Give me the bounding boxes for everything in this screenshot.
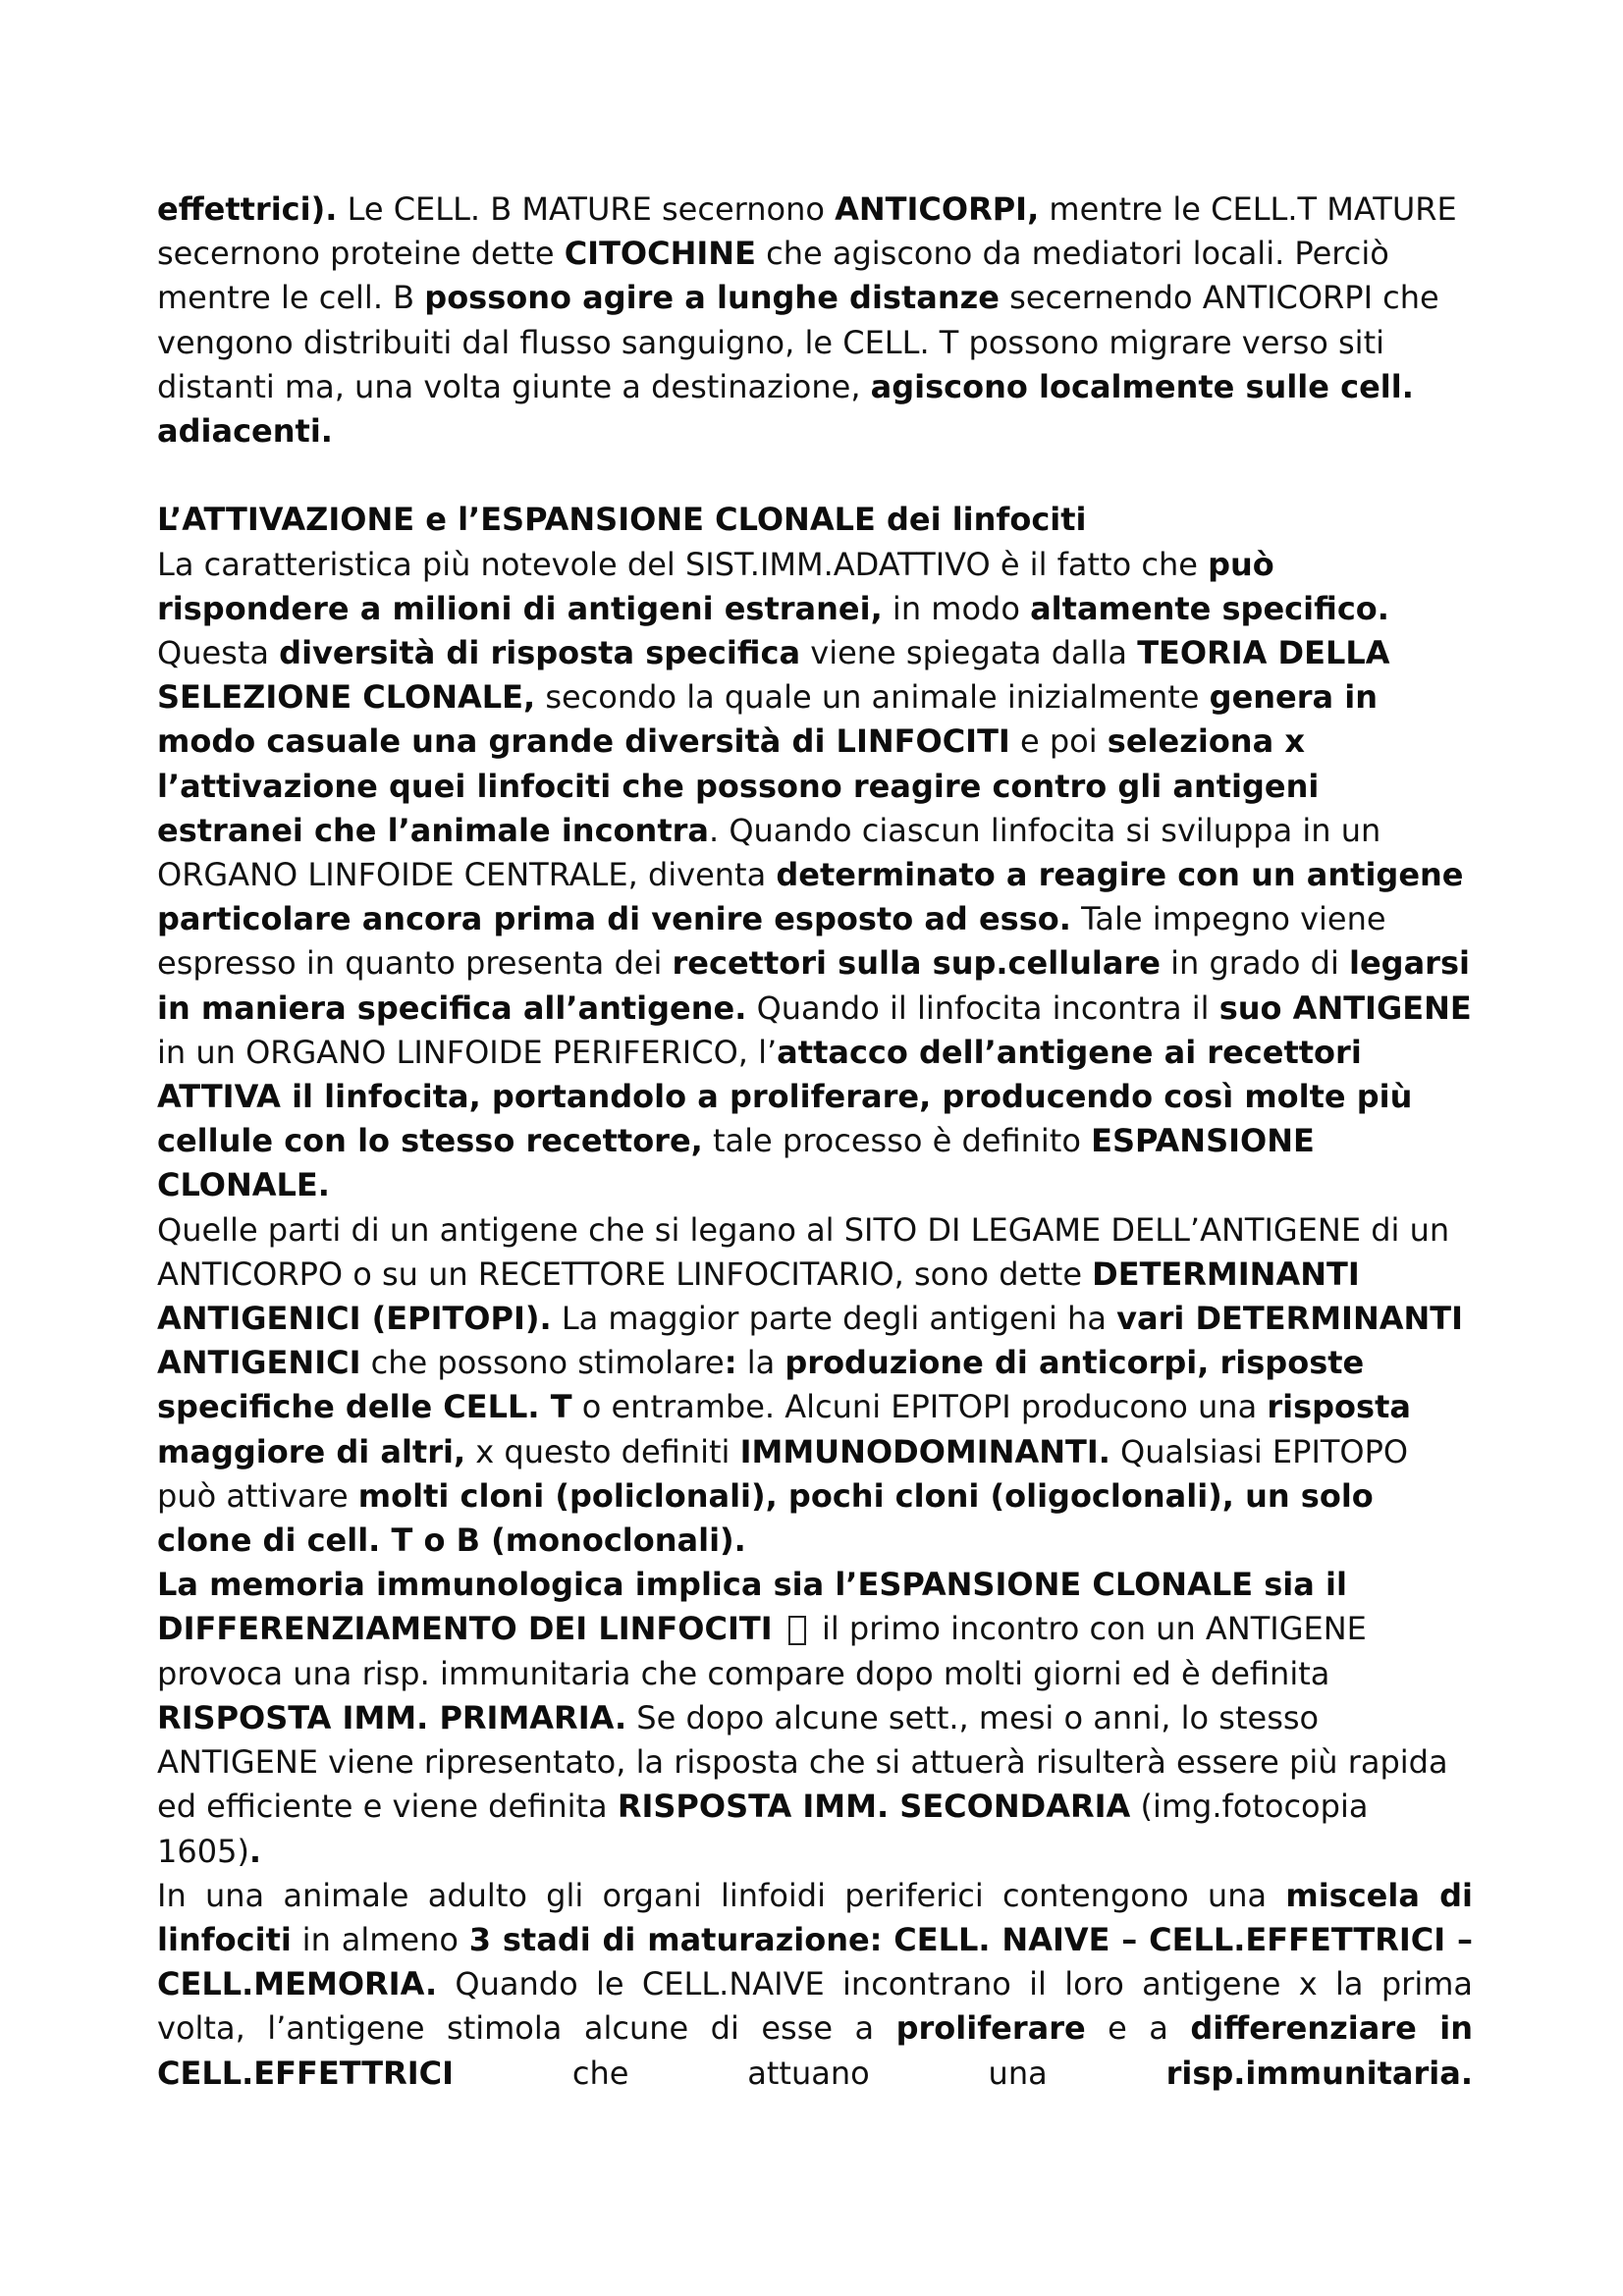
bold-text-run: può rispondere a milioni di antigeni estranei, <box>157 545 1274 627</box>
bold-text-run: ANTICORPI, <box>835 190 1040 228</box>
bold-text-run: risp.immunitaria. <box>1165 2054 1473 2092</box>
paragraph-memoria <box>157 1563 1473 1873</box>
bold-text-run: suo ANTIGENE <box>1218 988 1472 1027</box>
text-run: che possono stimolare <box>360 1344 725 1382</box>
text-run: La maggior parte degli antigeni ha <box>551 1300 1117 1338</box>
text-run <box>773 1610 783 1647</box>
text-run: in un ORGANO LINFOIDE PERIFERICO, l’ <box>157 1033 778 1071</box>
bold-text-run: proliferare <box>895 2009 1086 2048</box>
text-run: secernendo ANTICORPI che vengono distribuiti dal flusso sanguigno, le CELL. T possono migrare verso siti distanti ma, una volta giunte a destinazione, <box>157 279 1439 405</box>
bold-text-run: determinato a reagire con un antigene particolare ancora prima di venire esposto ad esso. <box>157 856 1464 938</box>
text-run: Quelle parti di un antigene che si legano al SITO DI LEGAME DELL’ANTIGENE di un ANTICORPO o su un RECETTORE LINFOCITARIO, sono dette <box>157 1210 1450 1293</box>
paragraph-intro <box>157 187 1473 454</box>
bold-text-run: diversità di risposta specifica <box>279 634 801 672</box>
bold-text-run: possono agire a lunghe distanze <box>424 279 1000 317</box>
bold-text-run: DETERMINANTI ANTIGENICI (EPITOPI). <box>157 1255 1360 1338</box>
bold-text-run: 3 stadi di maturazione: CELL. NAIVE – CELL.EFFETTRICI – CELL.MEMORIA. <box>157 1920 1474 2003</box>
bold-text-run: seleziona x l’attivazione quei linfociti che possono reagire contro gli antigeni estranei che l’animale incontra <box>157 722 1320 849</box>
text-run: Qualsiasi EPITOPO può attivare <box>157 1432 1409 1515</box>
bold-text-run: effettrici). <box>157 190 338 228</box>
text-run: che agiscono da mediatori locali. Perciò mentre le cell. B <box>157 235 1389 317</box>
paragraph-epitopi <box>157 1208 1473 1564</box>
text-run: in grado di <box>1160 944 1349 983</box>
text-run: il primo incontro con un ANTIGENE provoca una risp. immunitaria che compare dopo molti giorni ed è definita <box>157 1610 1367 1692</box>
text-run: Se dopo alcune sett., mesi o anni, lo stesso ANTIGENE viene ripresentato, la risposta che si attuerà risulterà essere più rapida ed efficiente e viene definita <box>157 1698 1448 1826</box>
bold-text-run: RISPOSTA IMM. PRIMARIA. <box>157 1698 627 1736</box>
paragraph-stadi <box>157 1874 1473 2096</box>
bold-text-run: differenziare in CELL.EFFETTRICI <box>157 2009 1474 2092</box>
paragraph-spacer <box>157 454 1473 498</box>
document-page <box>157 187 1473 2096</box>
bold-text-run: altamente specifico. <box>1030 589 1389 627</box>
text-run: . Quando ciascun linfocita si sviluppa in un ORGANO LINFOIDE CENTRALE, diventa <box>157 811 1381 894</box>
bold-text-run: risposta maggiore di altri, <box>157 1388 1411 1470</box>
text-run: e poi <box>1009 722 1108 761</box>
text-run: Quando il linfocita incontra il <box>746 988 1219 1027</box>
bold-text-run: produzione di anticorpi, risposte specifiche delle CELL. T <box>157 1344 1365 1426</box>
bold-text-run: recettori sulla sup.cellulare <box>672 944 1161 983</box>
bold-text-run: La memoria immunologica implica sia l’ESPANSIONE CLONALE sia il DIFFERENZIAMENTO DEI LINFOCITI <box>157 1566 1347 1648</box>
text-run: in modo <box>882 589 1031 627</box>
bold-text-run: : <box>724 1344 737 1382</box>
bold-text-run: CITOCHINE <box>564 235 756 273</box>
text-run: che attuano una <box>454 2054 1166 2092</box>
text-run: Quando le CELL.NAIVE incontrano il loro antigene x la prima volta, l’antigene stimola alcune di esse a <box>157 1965 1473 2048</box>
text-run: in almeno <box>291 1920 469 1958</box>
bold-text-run: ESPANSIONE CLONALE. <box>157 1122 1315 1204</box>
text-run: La caratteristica più notevole del SIST.IMM.ADATTIVO è il fatto che <box>157 545 1209 583</box>
bold-text-run: TEORIA DELLA SELEZIONE CLONALE, <box>157 634 1390 717</box>
bold-text-run: genera in modo casuale una grande diversità di LINFOCITI <box>157 678 1379 761</box>
bold-text-run: attacco dell’antigene ai recettori ATTIVA il linfocita, portandolo a proliferare, producendo così molte più cellule con lo stesso recettore, <box>157 1033 1413 1160</box>
bold-text-run: RISPOSTA IMM. SECONDARIA <box>617 1788 1131 1826</box>
text-run: tale processo è definito <box>702 1122 1092 1160</box>
text-run: la <box>736 1344 785 1382</box>
text-run: e a <box>1085 2009 1191 2048</box>
section-heading <box>157 498 1473 542</box>
text-run: Le CELL. B MATURE secernono <box>337 190 836 228</box>
text-run: Questa <box>157 634 280 672</box>
text-run: viene spiegata dalla <box>800 634 1138 672</box>
bold-text-run: miscela di linfociti <box>157 1876 1474 1958</box>
text-run: (img.fotocopia 1605) <box>157 1788 1369 1870</box>
missing-glyph-box-icon <box>788 1616 806 1645</box>
bold-text-run: legarsi in maniera specifica all’antigene. <box>157 944 1470 1027</box>
text-run: secondo la quale un animale inizialmente <box>535 678 1210 717</box>
text-run: mentre le CELL.T MATURE secernono proteine dette <box>157 190 1457 273</box>
text-run: o entrambe. Alcuni EPITOPI producono una <box>571 1388 1268 1426</box>
text-run: In una animale adulto gli organi linfoidi periferici contengono una <box>157 1876 1286 1914</box>
bold-text-run: IMMUNODOMINANTI. <box>739 1432 1110 1470</box>
paragraph-selezione-clonale <box>157 543 1473 1208</box>
bold-text-run: . <box>248 1832 262 1870</box>
bold-text-run: agiscono localmente sulle cell. adiacenti. <box>157 367 1414 451</box>
text-run: Tale impegno viene espresso in quanto presenta dei <box>157 900 1386 983</box>
bold-text-run: molti cloni (policlonali), pochi cloni (oligoclonali), un solo clone di cell. T o B (monoclonali). <box>157 1476 1374 1560</box>
text-run: x questo definiti <box>465 1432 740 1470</box>
bold-text-run: L’ATTIVAZIONE e l’ESPANSIONE CLONALE dei linfociti <box>157 501 1087 539</box>
bold-text-run: vari DETERMINANTI ANTIGENICI <box>157 1300 1464 1382</box>
